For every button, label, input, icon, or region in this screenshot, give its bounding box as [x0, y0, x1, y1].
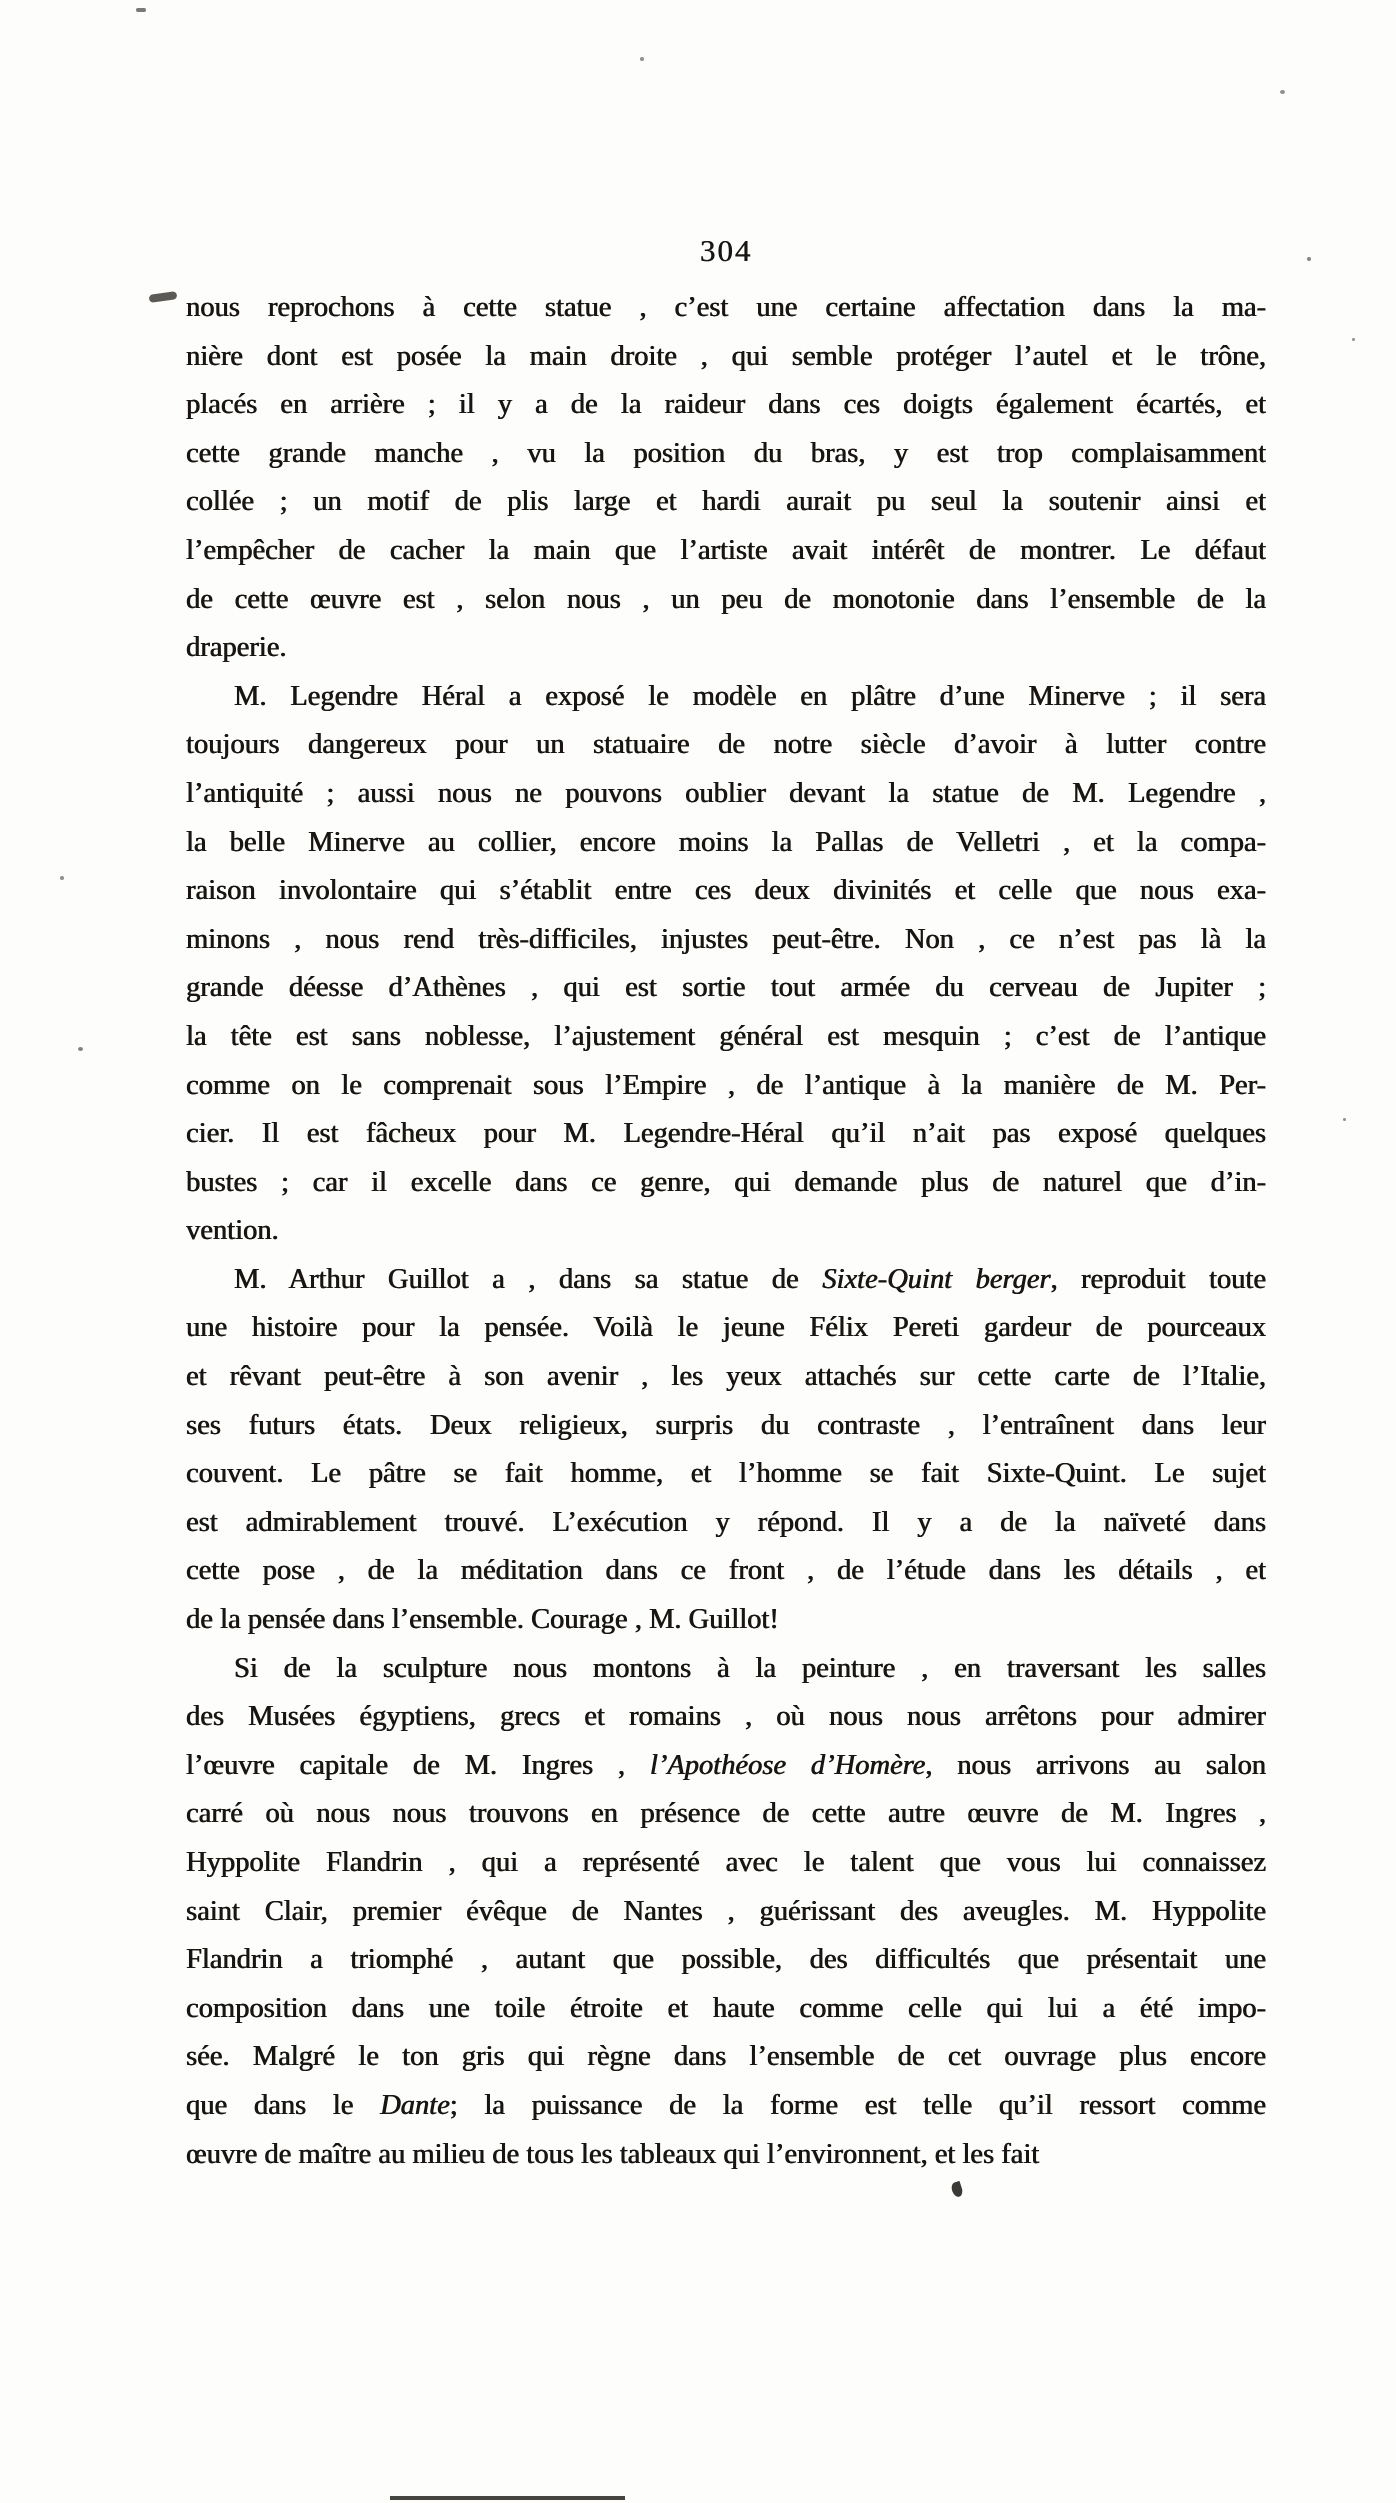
text-line — [186, 1985, 1266, 2034]
text-line — [186, 478, 1266, 527]
text-segment: M. Arthur Guillot a , dans sa statue de — [234, 1263, 823, 1295]
text-segment: cette grande manche , vu la position du bras, y est trop complaisamment — [186, 437, 1266, 469]
scan-speck — [950, 2181, 964, 2198]
text-segment: ses futurs états. Deux religieux, surpris du contraste , l’entraînent dans leur — [186, 1409, 1266, 1441]
text-line — [186, 1353, 1266, 1402]
text-segment: cier. Il est fâcheux pour M. Legendre-Héral qu’il n’ait pas exposé quelques — [186, 1118, 1266, 1150]
text-segment: draperie. — [186, 632, 287, 664]
text-segment: bustes ; car il excelle dans ce genre, qui demande plus de naturel que d’in- — [186, 1166, 1266, 1198]
text-segment: composition dans une toile étroite et haute comme celle qui lui a été impo- — [186, 1992, 1266, 2024]
text-line — [186, 721, 1266, 770]
text-line — [186, 1450, 1266, 1499]
text-segment: saint Clair, premier évêque de Nantes , guérissant des aveugles. M. Hyppolite — [186, 1895, 1266, 1927]
text-line — [186, 1402, 1266, 1451]
text-segment: placés en arrière ; il y a de la raideur dans ces doigts également écartés, et — [186, 389, 1266, 421]
text-segment: et rêvant peut-être à son avenir , les yeux attachés sur cette carte de l’Italie, — [186, 1361, 1266, 1393]
paragraph — [186, 284, 1266, 673]
text-line — [186, 964, 1266, 1013]
text-line — [186, 284, 1266, 333]
scan-speck — [136, 8, 146, 12]
text-line — [186, 527, 1266, 576]
scan-speck — [1307, 257, 1311, 261]
text-segment: M. Legendre Héral a exposé le modèle en plâtre d’une Minerve ; il sera — [234, 680, 1266, 712]
text-segment: , nous arrivons au salon — [925, 1749, 1266, 1781]
text-line — [186, 673, 1266, 722]
scan-speck — [1352, 338, 1355, 341]
text-line — [186, 1499, 1266, 1548]
text-segment: des Musées égyptiens, grecs et romains , où nous nous arrêtons pour admirer — [186, 1701, 1266, 1733]
text-segment: une histoire pour la pensée. Voilà le jeune Félix Pereti gardeur de pourceaux — [186, 1312, 1266, 1344]
text-line — [186, 381, 1266, 430]
text-segment: l’Apothéose d’Homère — [649, 1749, 926, 1781]
text-block — [186, 284, 1266, 2179]
text-line — [186, 1062, 1266, 1111]
text-segment: Dante — [380, 2089, 450, 2121]
text-segment: l’œuvre capitale de M. Ingres , — [186, 1749, 650, 1781]
text-segment: Flandrin a triomphé , autant que possible, des difficultés que présentait une — [186, 1944, 1266, 1976]
text-segment: Sixte-Quint berger — [822, 1263, 1051, 1295]
text-line — [186, 1207, 1266, 1256]
text-segment: couvent. Le pâtre se fait homme, et l’homme se fait Sixte-Quint. Le sujet — [186, 1458, 1266, 1490]
text-line — [186, 576, 1266, 625]
text-segment: Hyppolite Flandrin , qui a représenté avec le talent que vous lui connaissez — [186, 1847, 1266, 1878]
text-line — [186, 1596, 1266, 1645]
text-segment: de la pensée dans l’ensemble. Courage , M. Guillot! — [186, 1604, 779, 1636]
text-line — [186, 624, 1266, 673]
scan-speck — [640, 57, 644, 61]
text-segment: que dans le — [186, 2089, 381, 2121]
paragraph — [186, 1645, 1266, 2180]
text-line — [186, 2131, 1266, 2180]
text-segment: ; la puissance de la forme est telle qu’il ressort comme — [449, 2089, 1266, 2121]
text-segment: grande déesse d’Athènes , qui est sortie tout armée du cerveau de Jupiter ; — [186, 972, 1266, 1004]
text-segment: carré où nous nous trouvons en présence de cette autre œuvre de M. Ingres , — [186, 1798, 1266, 1830]
text-line — [186, 1742, 1266, 1791]
text-line — [186, 2033, 1266, 2082]
text-segment: de cette œuvre est , selon nous , un peu de monotonie dans l’ensemble de la — [186, 583, 1266, 615]
paragraph — [186, 1256, 1266, 1645]
text-segment: l’empêcher de cacher la main que l’artiste avait intérêt de montrer. Le défaut — [186, 534, 1266, 566]
text-segment: toujours dangereux pour un statuaire de notre siècle d’avoir à lutter contre — [186, 729, 1266, 761]
text-line — [186, 333, 1266, 382]
text-line — [186, 1159, 1266, 1208]
text-line — [186, 1110, 1266, 1159]
ink-smudge — [149, 291, 178, 303]
text-segment: vention. — [186, 1215, 279, 1247]
scan-speck — [1343, 1118, 1346, 1121]
text-line — [186, 916, 1266, 965]
page-number: 304 — [699, 233, 753, 268]
text-line — [186, 430, 1266, 479]
text-line — [186, 867, 1266, 916]
scan-speck — [60, 876, 64, 880]
text-segment: collée ; un motif de plis large et hardi aurait pu seul la soutenir ainsi et — [186, 486, 1266, 518]
scan-speck — [1280, 90, 1285, 94]
text-segment: la tête est sans noblesse, l’ajustement général est mesquin ; c’est de l’antique — [186, 1020, 1266, 1052]
text-segment: , reproduit toute — [1050, 1263, 1266, 1295]
text-line — [186, 1790, 1266, 1839]
text-line — [186, 770, 1266, 819]
text-segment: nous reprochons à cette statue , c’est une certaine affectation dans la ma- — [186, 292, 1266, 323]
text-line — [186, 1013, 1266, 1062]
text-line — [186, 1693, 1266, 1742]
text-line — [186, 1888, 1266, 1937]
text-line — [186, 2082, 1266, 2131]
text-segment: Si de la sculpture nous montons à la peinture , en traversant les salles — [234, 1652, 1266, 1684]
text-segment: nière dont est posée la main droite , qui semble protéger l’autel et le trône, — [186, 340, 1266, 372]
text-segment: raison involontaire qui s’établit entre ces deux divinités et celle que nous exa- — [186, 875, 1266, 907]
text-segment: cette pose , de la méditation dans ce front , de l’étude dans les détails , et — [186, 1555, 1266, 1587]
text-segment: œuvre de maître au milieu de tous les tableaux qui l’environnent, et les fait — [186, 2138, 1040, 2170]
text-segment: sée. Malgré le ton gris qui règne dans l’ensemble de cet ouvrage plus encore — [186, 2041, 1266, 2073]
text-segment: comme on le comprenait sous l’Empire , de l’antique à la manière de M. Per- — [186, 1069, 1266, 1101]
text-line — [186, 1839, 1266, 1888]
text-segment: minons , nous rend très-difficiles, injustes peut-être. Non , ce n’est pas là la — [186, 923, 1266, 955]
text-segment: est admirablement trouvé. L’exécution y répond. Il y a de la naïveté dans — [186, 1506, 1266, 1538]
text-line — [186, 1936, 1266, 1985]
text-line — [186, 1645, 1266, 1694]
page-edge-mark — [390, 2496, 625, 2500]
text-line — [186, 1256, 1266, 1305]
scan-speck — [78, 1047, 83, 1051]
text-line — [186, 1304, 1266, 1353]
paragraph — [186, 673, 1266, 1256]
text-line — [186, 1547, 1266, 1596]
text-segment: l’antiquité ; aussi nous ne pouvons oublier devant la statue de M. Legendre , — [186, 777, 1266, 809]
text-segment: la belle Minerve au collier, encore moins la Pallas de Velletri , et la compa- — [186, 826, 1266, 858]
text-line — [186, 819, 1266, 868]
